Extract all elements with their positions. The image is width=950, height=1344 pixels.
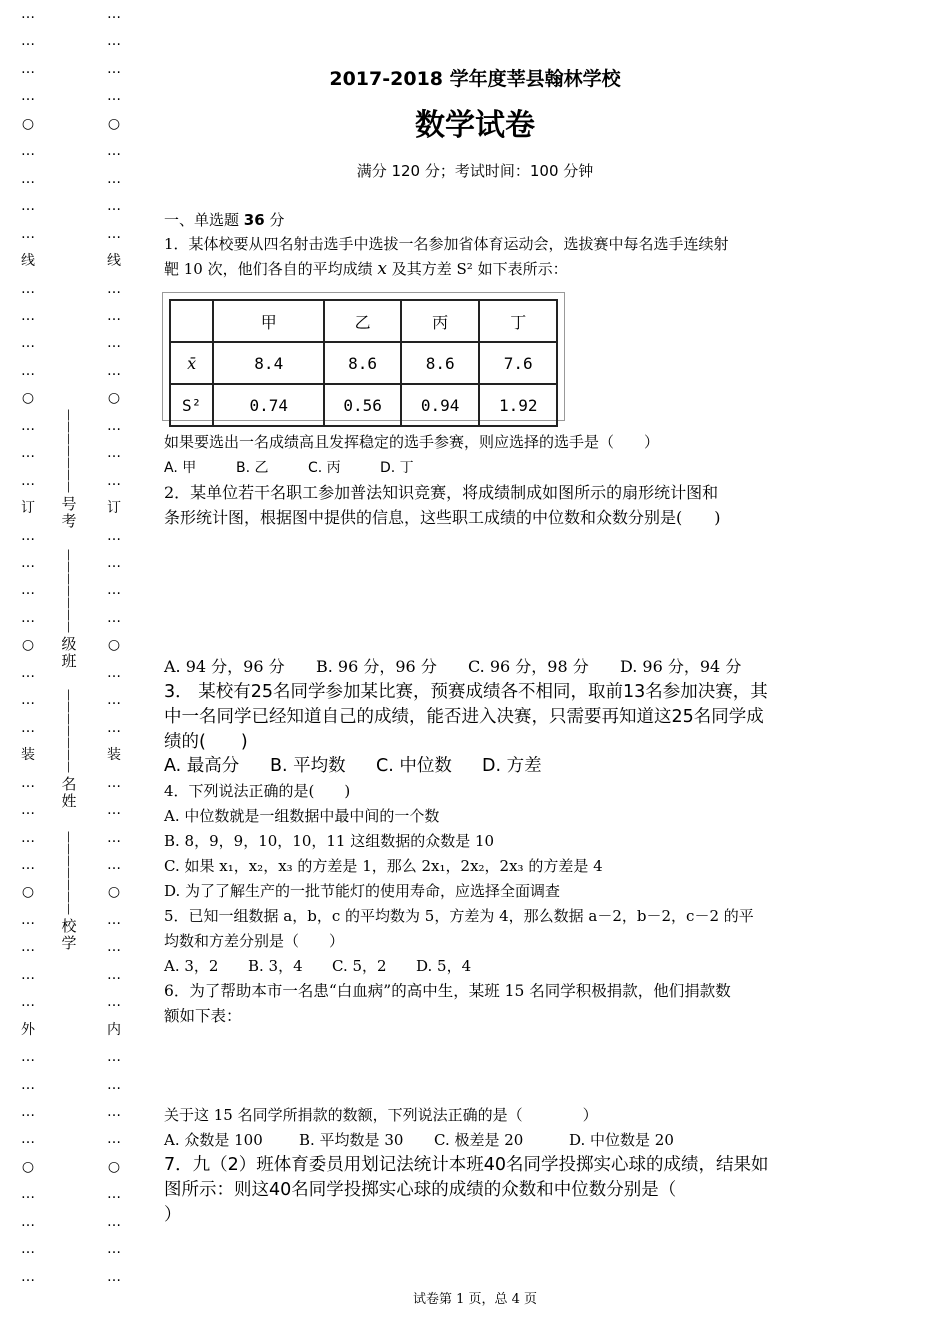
binding-mark: … xyxy=(21,417,35,434)
binding-mark: … xyxy=(21,143,35,160)
option-d[interactable]: D. 96 分，94 分 xyxy=(620,657,742,676)
binding-mark: … xyxy=(107,225,121,242)
binding-mark: … xyxy=(21,1104,35,1120)
blank-line: — xyxy=(62,457,76,469)
binding-mark: … xyxy=(107,856,121,873)
table-cell: 0.94 xyxy=(401,384,480,426)
q7-line3: ） xyxy=(164,1205,182,1225)
q2-line2: 条形统计图，根据图中提供的信息，这些职工成绩的中位数和众数分别是( ) xyxy=(164,508,721,527)
blank-line: — xyxy=(62,761,76,773)
section-heading-unit: 分 xyxy=(264,211,285,229)
option-c[interactable]: C. 极差是 20 xyxy=(434,1131,524,1149)
binding-mark: ○ xyxy=(107,390,121,407)
binding-mark: 订 xyxy=(21,500,35,517)
binding-mark: ○ xyxy=(107,115,121,132)
table-cell: 7.6 xyxy=(479,342,557,384)
blank-line: — xyxy=(62,749,76,761)
section-heading-label: 一、单选题 xyxy=(164,211,244,229)
binding-mark: ○ xyxy=(107,637,121,654)
option-a[interactable]: A. 94 分，96 分 xyxy=(164,657,285,676)
binding-mark: … xyxy=(21,609,35,626)
q6-line2: 额如下表： xyxy=(164,1007,242,1025)
option-d[interactable]: D. 为了了解生产的一批节能灯的使用寿命，应选择全面调查 xyxy=(164,882,561,900)
binding-mark: … xyxy=(107,939,121,956)
q5-line2: 均数和方差分别是（ ） xyxy=(164,932,345,950)
binding-mark: 装 xyxy=(107,747,121,764)
blank-line: — xyxy=(62,481,76,493)
info-field-label: 号 xyxy=(61,495,77,513)
blank-line: — xyxy=(62,891,76,903)
blank-line: — xyxy=(62,689,76,701)
table-cell xyxy=(170,300,213,342)
q3-line3: 绩的( ) xyxy=(164,732,248,752)
binding-mark: … xyxy=(21,829,35,846)
q6-line1: 6．为了帮助本市一名患“白血病”的高中生，某班 15 名同学积极捐款，他们捐款数 xyxy=(164,982,731,1000)
binding-mark: … xyxy=(107,445,121,462)
option-c[interactable]: C. 丙 xyxy=(308,460,341,476)
q1-options xyxy=(164,456,452,481)
binding-mark: … xyxy=(107,582,121,599)
table-cell: 8.6 xyxy=(324,342,401,384)
binding-mark: … xyxy=(107,527,121,544)
question-4 xyxy=(164,779,804,904)
question-3 xyxy=(164,680,804,755)
info-field-label: 学 xyxy=(61,934,77,952)
binding-mark: … xyxy=(21,994,35,1011)
table-cell: S² xyxy=(170,384,213,426)
binding-mark: … xyxy=(107,170,121,187)
binding-mark: … xyxy=(107,555,121,571)
binding-mark: ○ xyxy=(21,637,35,654)
q5-line1: 5．已知一组数据 a，b，c 的平均数为 5，方差为 4，那么数据 a－2，b－2，c－2 的平 xyxy=(164,907,754,925)
binding-mark: … xyxy=(21,33,35,50)
q1-line2 xyxy=(164,257,804,282)
binding-mark: … xyxy=(21,307,35,324)
question-5 xyxy=(164,904,804,954)
option-c[interactable]: C. 96 分，98 分 xyxy=(468,657,589,676)
binding-mark: … xyxy=(107,335,121,352)
binding-mark: … xyxy=(107,143,121,160)
binding-mark: … xyxy=(21,88,35,105)
blank-line: — xyxy=(62,737,76,749)
info-field-label: 级 xyxy=(61,635,77,653)
q1-line2-text: 靶 10 次，他们各自的平均成绩 xyxy=(164,260,373,278)
blank-line: — xyxy=(62,433,76,445)
option-b[interactable]: B. 96 分，96 分 xyxy=(316,657,437,676)
table-cell: 0.56 xyxy=(324,384,401,426)
option-d[interactable]: D. 中位数是 20 xyxy=(569,1131,674,1149)
binding-mark: … xyxy=(21,60,35,77)
blank-line: — xyxy=(62,713,76,725)
option-c[interactable]: C. 如果 x₁，x₂，x₃ 的方差是 1，那么 2x₁，2x₂，2x₃ 的方差是 4 xyxy=(164,857,603,875)
binding-mark: … xyxy=(107,33,121,50)
binding-mark: … xyxy=(107,1104,121,1120)
binding-mark: … xyxy=(107,88,121,105)
blank-line: — xyxy=(62,585,76,597)
binding-mark: … xyxy=(21,527,35,544)
q1-question: 如果要选出一名成绩高且发挥稳定的选手参赛，则应选择的选手是（ ） xyxy=(164,433,660,451)
blank-line: — xyxy=(62,843,76,855)
binding-mark: … xyxy=(107,1049,121,1066)
binding-mark: … xyxy=(21,1268,35,1285)
table-cell: 甲 xyxy=(213,300,324,342)
blank-line: — xyxy=(62,549,76,561)
question-2 xyxy=(164,480,804,530)
binding-mark: … xyxy=(107,719,121,736)
blank-line: — xyxy=(62,597,76,609)
binding-mark: … xyxy=(107,362,121,379)
q3-line2: 中一名同学已经知道自己的成绩，能否进入决赛，只需要再知道这25名同学成 xyxy=(164,707,764,727)
table-row xyxy=(170,300,557,342)
binding-mark: … xyxy=(107,417,121,434)
binding-mark: … xyxy=(107,1076,121,1093)
binding-mark: … xyxy=(107,1268,121,1285)
option-b[interactable]: B. 平均数 xyxy=(270,756,346,776)
binding-mark: … xyxy=(21,774,35,791)
info-field-label: 姓 xyxy=(61,792,77,810)
option-a[interactable]: A. 最高分 xyxy=(164,756,240,776)
exam-info: 满分 120 分；考试时间：100 分钟 xyxy=(356,162,594,180)
table-row xyxy=(170,384,557,426)
q3-options xyxy=(164,754,588,779)
binding-mark: … xyxy=(107,60,121,77)
blank-line: — xyxy=(62,855,76,867)
binding-mark: … xyxy=(21,555,35,571)
blank-line: — xyxy=(62,573,76,585)
blank-line: — xyxy=(62,867,76,879)
table-cell: 8.6 xyxy=(401,342,480,384)
binding-mark: … xyxy=(107,609,121,626)
binding-mark: ○ xyxy=(107,884,121,901)
option-b[interactable]: B. 8，9，9，10，10，11 这组数据的众数是 10 xyxy=(164,832,495,850)
table-row xyxy=(170,342,557,384)
blank-line: — xyxy=(62,725,76,737)
paper-title: 数学试卷 xyxy=(415,108,535,143)
binding-mark: … xyxy=(21,1241,35,1258)
option-a[interactable]: A. 中位数就是一组数据中最中间的一个数 xyxy=(164,807,440,825)
question-1 xyxy=(164,232,804,282)
binding-mark: 订 xyxy=(107,500,121,517)
q6-question: 关于这 15 名同学所捐款的数额，下列说法正确的是（ ） xyxy=(164,1106,598,1124)
binding-mark: … xyxy=(21,719,35,736)
binding-mark: … xyxy=(21,362,35,379)
binding-mark: … xyxy=(107,307,121,324)
binding-mark: ○ xyxy=(21,390,35,407)
binding-mark: … xyxy=(21,1213,35,1230)
q7-line2: 图所示：则这40名同学投掷实心球的成绩的众数和中位数分别是（ xyxy=(164,1180,677,1200)
table-cell: 0.74 xyxy=(213,384,324,426)
blank-line: — xyxy=(62,903,76,915)
question-7 xyxy=(164,1153,804,1228)
option-d[interactable]: D. 方差 xyxy=(482,756,542,776)
binding-mark: 装 xyxy=(21,747,35,764)
binding-mark: … xyxy=(107,774,121,791)
option-b[interactable]: B. 平均数是 30 xyxy=(299,1131,404,1149)
blank-line: — xyxy=(62,409,76,421)
binding-mark: … xyxy=(21,911,35,928)
binding-mark: … xyxy=(21,1049,35,1066)
question-6 xyxy=(164,979,804,1029)
blank-line: — xyxy=(62,469,76,481)
blank-line: — xyxy=(62,445,76,457)
binding-mark: … xyxy=(21,664,35,681)
binding-mark: … xyxy=(21,692,35,709)
option-b[interactable]: B. 3，4 xyxy=(248,957,303,975)
binding-mark: ○ xyxy=(21,115,35,132)
binding-mark: ○ xyxy=(107,1158,121,1175)
info-field-label: 校 xyxy=(61,917,77,935)
binding-mark: … xyxy=(21,445,35,462)
q1-table xyxy=(169,299,558,427)
page-footer: 试卷第 1 页，总 4 页 xyxy=(412,1292,538,1307)
option-c[interactable]: C. 中位数 xyxy=(376,756,452,776)
option-a[interactable]: A. 甲 xyxy=(164,460,197,476)
blank-line: — xyxy=(62,421,76,433)
q2-line1: 2．某单位若干名职工参加普法知识竞赛，将成绩制成如图所示的扇形统计图和 xyxy=(164,483,719,502)
binding-mark: … xyxy=(107,280,121,297)
binding-mark: … xyxy=(21,335,35,352)
school-title: 2017-2018 学年度莘县翰林学校 xyxy=(329,68,621,90)
binding-mark: … xyxy=(21,802,35,819)
option-b[interactable]: B. 乙 xyxy=(236,460,269,476)
blank-line: — xyxy=(62,879,76,891)
binding-mark: 线 xyxy=(107,253,121,270)
q1-line1: 1．某体校要从四名射击选手中选拔一名参加省体育运动会，选拔赛中每名选手连续射 xyxy=(164,235,729,253)
binding-mark: … xyxy=(21,225,35,242)
q6-options xyxy=(164,1128,704,1153)
binding-mark: … xyxy=(21,1186,35,1203)
binding-mark: … xyxy=(21,280,35,297)
blank-line: — xyxy=(62,609,76,621)
binding-mark: … xyxy=(107,802,121,819)
binding-mark: … xyxy=(21,1131,35,1148)
q7-line1: 7．九（2）班体育委员用划记法统计本班40名同学投掷实心球的成绩，结果如 xyxy=(164,1155,769,1175)
table-cell: x̄ xyxy=(170,342,213,384)
binding-mark: … xyxy=(107,966,121,983)
blank-line: — xyxy=(62,831,76,843)
section-score: 36 xyxy=(243,211,265,229)
q1-mean-symbol: x xyxy=(377,259,387,279)
binding-mark: … xyxy=(107,994,121,1011)
blank-line: — xyxy=(62,701,76,713)
binding-mark: … xyxy=(107,829,121,846)
binding-mark: … xyxy=(107,1241,121,1258)
binding-mark: 内 xyxy=(107,1021,121,1038)
binding-mark: … xyxy=(107,6,121,22)
table-cell: 乙 xyxy=(324,300,401,342)
section-heading xyxy=(164,208,284,233)
binding-mark: … xyxy=(21,6,35,22)
binding-mark: … xyxy=(107,1186,121,1203)
table-cell: 1.92 xyxy=(479,384,557,426)
info-field-label: 班 xyxy=(61,652,77,670)
binding-mark: … xyxy=(21,1076,35,1093)
binding-mark: … xyxy=(107,692,121,709)
binding-mark: … xyxy=(21,472,35,489)
blank-line: — xyxy=(62,561,76,573)
binding-mark: … xyxy=(107,1131,121,1148)
binding-mark: … xyxy=(21,856,35,873)
option-d[interactable]: D. 5，4 xyxy=(416,957,472,975)
q3-line1: 3． 某校有25名同学参加某比赛，预赛成绩各不相同，取前13名参加决赛，其 xyxy=(164,682,768,702)
info-field-label: 名 xyxy=(61,775,77,793)
binding-mark: … xyxy=(21,582,35,599)
option-a[interactable]: A. 3，2 xyxy=(164,957,219,975)
q1-score-table xyxy=(162,292,565,421)
binding-mark: … xyxy=(21,966,35,983)
option-c[interactable]: C. 5，2 xyxy=(332,957,387,975)
binding-mark: ○ xyxy=(21,884,35,901)
binding-mark: … xyxy=(107,1213,121,1230)
binding-mark: … xyxy=(107,472,121,489)
table-cell: 8.4 xyxy=(213,342,324,384)
option-a[interactable]: A. 众数是 100 xyxy=(164,1131,263,1149)
binding-mark: 外 xyxy=(21,1021,35,1038)
table-cell: 丁 xyxy=(479,300,557,342)
binding-mark: … xyxy=(21,198,35,215)
blank-line: — xyxy=(62,621,76,633)
q4-stem: 4．下列说法正确的是( ) xyxy=(164,782,351,800)
binding-mark: 线 xyxy=(21,253,35,270)
binding-mark: … xyxy=(21,939,35,956)
table-cell: 丙 xyxy=(401,300,480,342)
binding-mark: ○ xyxy=(21,1158,35,1175)
info-field-label: 考 xyxy=(61,512,77,530)
q5-options xyxy=(164,954,500,979)
q2-options xyxy=(164,654,772,679)
binding-mark: … xyxy=(107,664,121,681)
q1-line2-text-2: 及其方差 S² 如下表所示： xyxy=(387,260,568,278)
binding-mark: … xyxy=(107,911,121,928)
binding-mark: … xyxy=(107,198,121,215)
option-d[interactable]: D. 丁 xyxy=(380,460,414,476)
binding-mark: … xyxy=(21,170,35,187)
